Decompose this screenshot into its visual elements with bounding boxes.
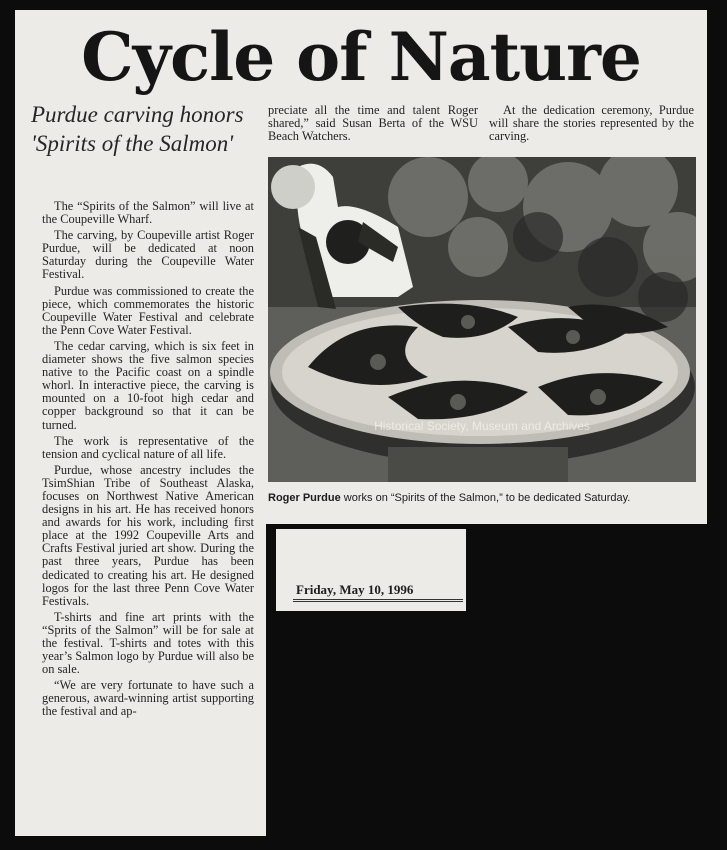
paragraph: Purdue was commissioned to create the piece, which commemorates the historic Coupeville Water Festival and celebrate the Penn Cove Water Festival. [42, 283, 254, 337]
paragraph: The cedar carving, which is six feet in diameter shows the five salmon species native to the Pacific coast on a spindle whorl. In interactive piece, the carving is mounted on a 10-foot high cedar and copper background so that it can be turned. [42, 338, 254, 432]
caption-name: Roger Purdue [268, 492, 341, 504]
date-rule [293, 599, 463, 602]
paragraph: The carving, by Coupeville artist Roger Purdue, will be dedicated at noon Saturday during the Coupeville Water Festival. [42, 228, 254, 282]
caption-text: works on “Spirits of the Salmon,” to be dedicated Saturday. [340, 492, 631, 504]
paragraph: Purdue, whose ancestry includes the TsimShian Tribe of Southeast Alaska, focuses on Northwest Native American designs in his art. He has received honors and awards for his work, including first place at the 1992 Coupeville Arts and Crafts Festival juried art show. During the past three years, Purdue has been dedicated to creating his art. He designed logos for the last three Penn Cove Water Festivals. [42, 462, 254, 608]
article-column-2 [268, 104, 478, 146]
paragraph: The work is representative of the tension and cyclical nature of all life. [42, 433, 254, 461]
headline: Cycle of Nature [81, 18, 641, 96]
article-column-1 [42, 200, 254, 722]
paragraph: The “Spirits of the Salmon” will live at the Coupeville Wharf. [42, 199, 254, 227]
publication-date: Friday, May 10, 1996 [296, 582, 414, 597]
photo-caption [268, 492, 698, 504]
article-column-3 [489, 104, 694, 146]
carving-photo [268, 157, 696, 482]
paragraph: T-shirts and fine art prints with the “Sprits of the Salmon” will be for sale at the festival. T-shirts and totes with this year’s Salmon logo by Purdue will also be on sale. [42, 609, 254, 677]
watermark: Historical Society, Museum and Archives [374, 419, 590, 433]
paragraph: At the dedication ceremony, Purdue will share the stories represented by the carving. [489, 103, 694, 144]
deck-headline: Purdue carving honors 'Spirits of the Salmon' [31, 102, 244, 156]
paragraph: “We are very fortunate to have such a generous, award-winning artist supporting the festival and ap- [42, 678, 254, 719]
photo-illustration [268, 157, 696, 482]
paragraph: preciate all the time and talent Roger shared,” said Susan Berta of the WSU Beach Watchers. [268, 103, 478, 144]
